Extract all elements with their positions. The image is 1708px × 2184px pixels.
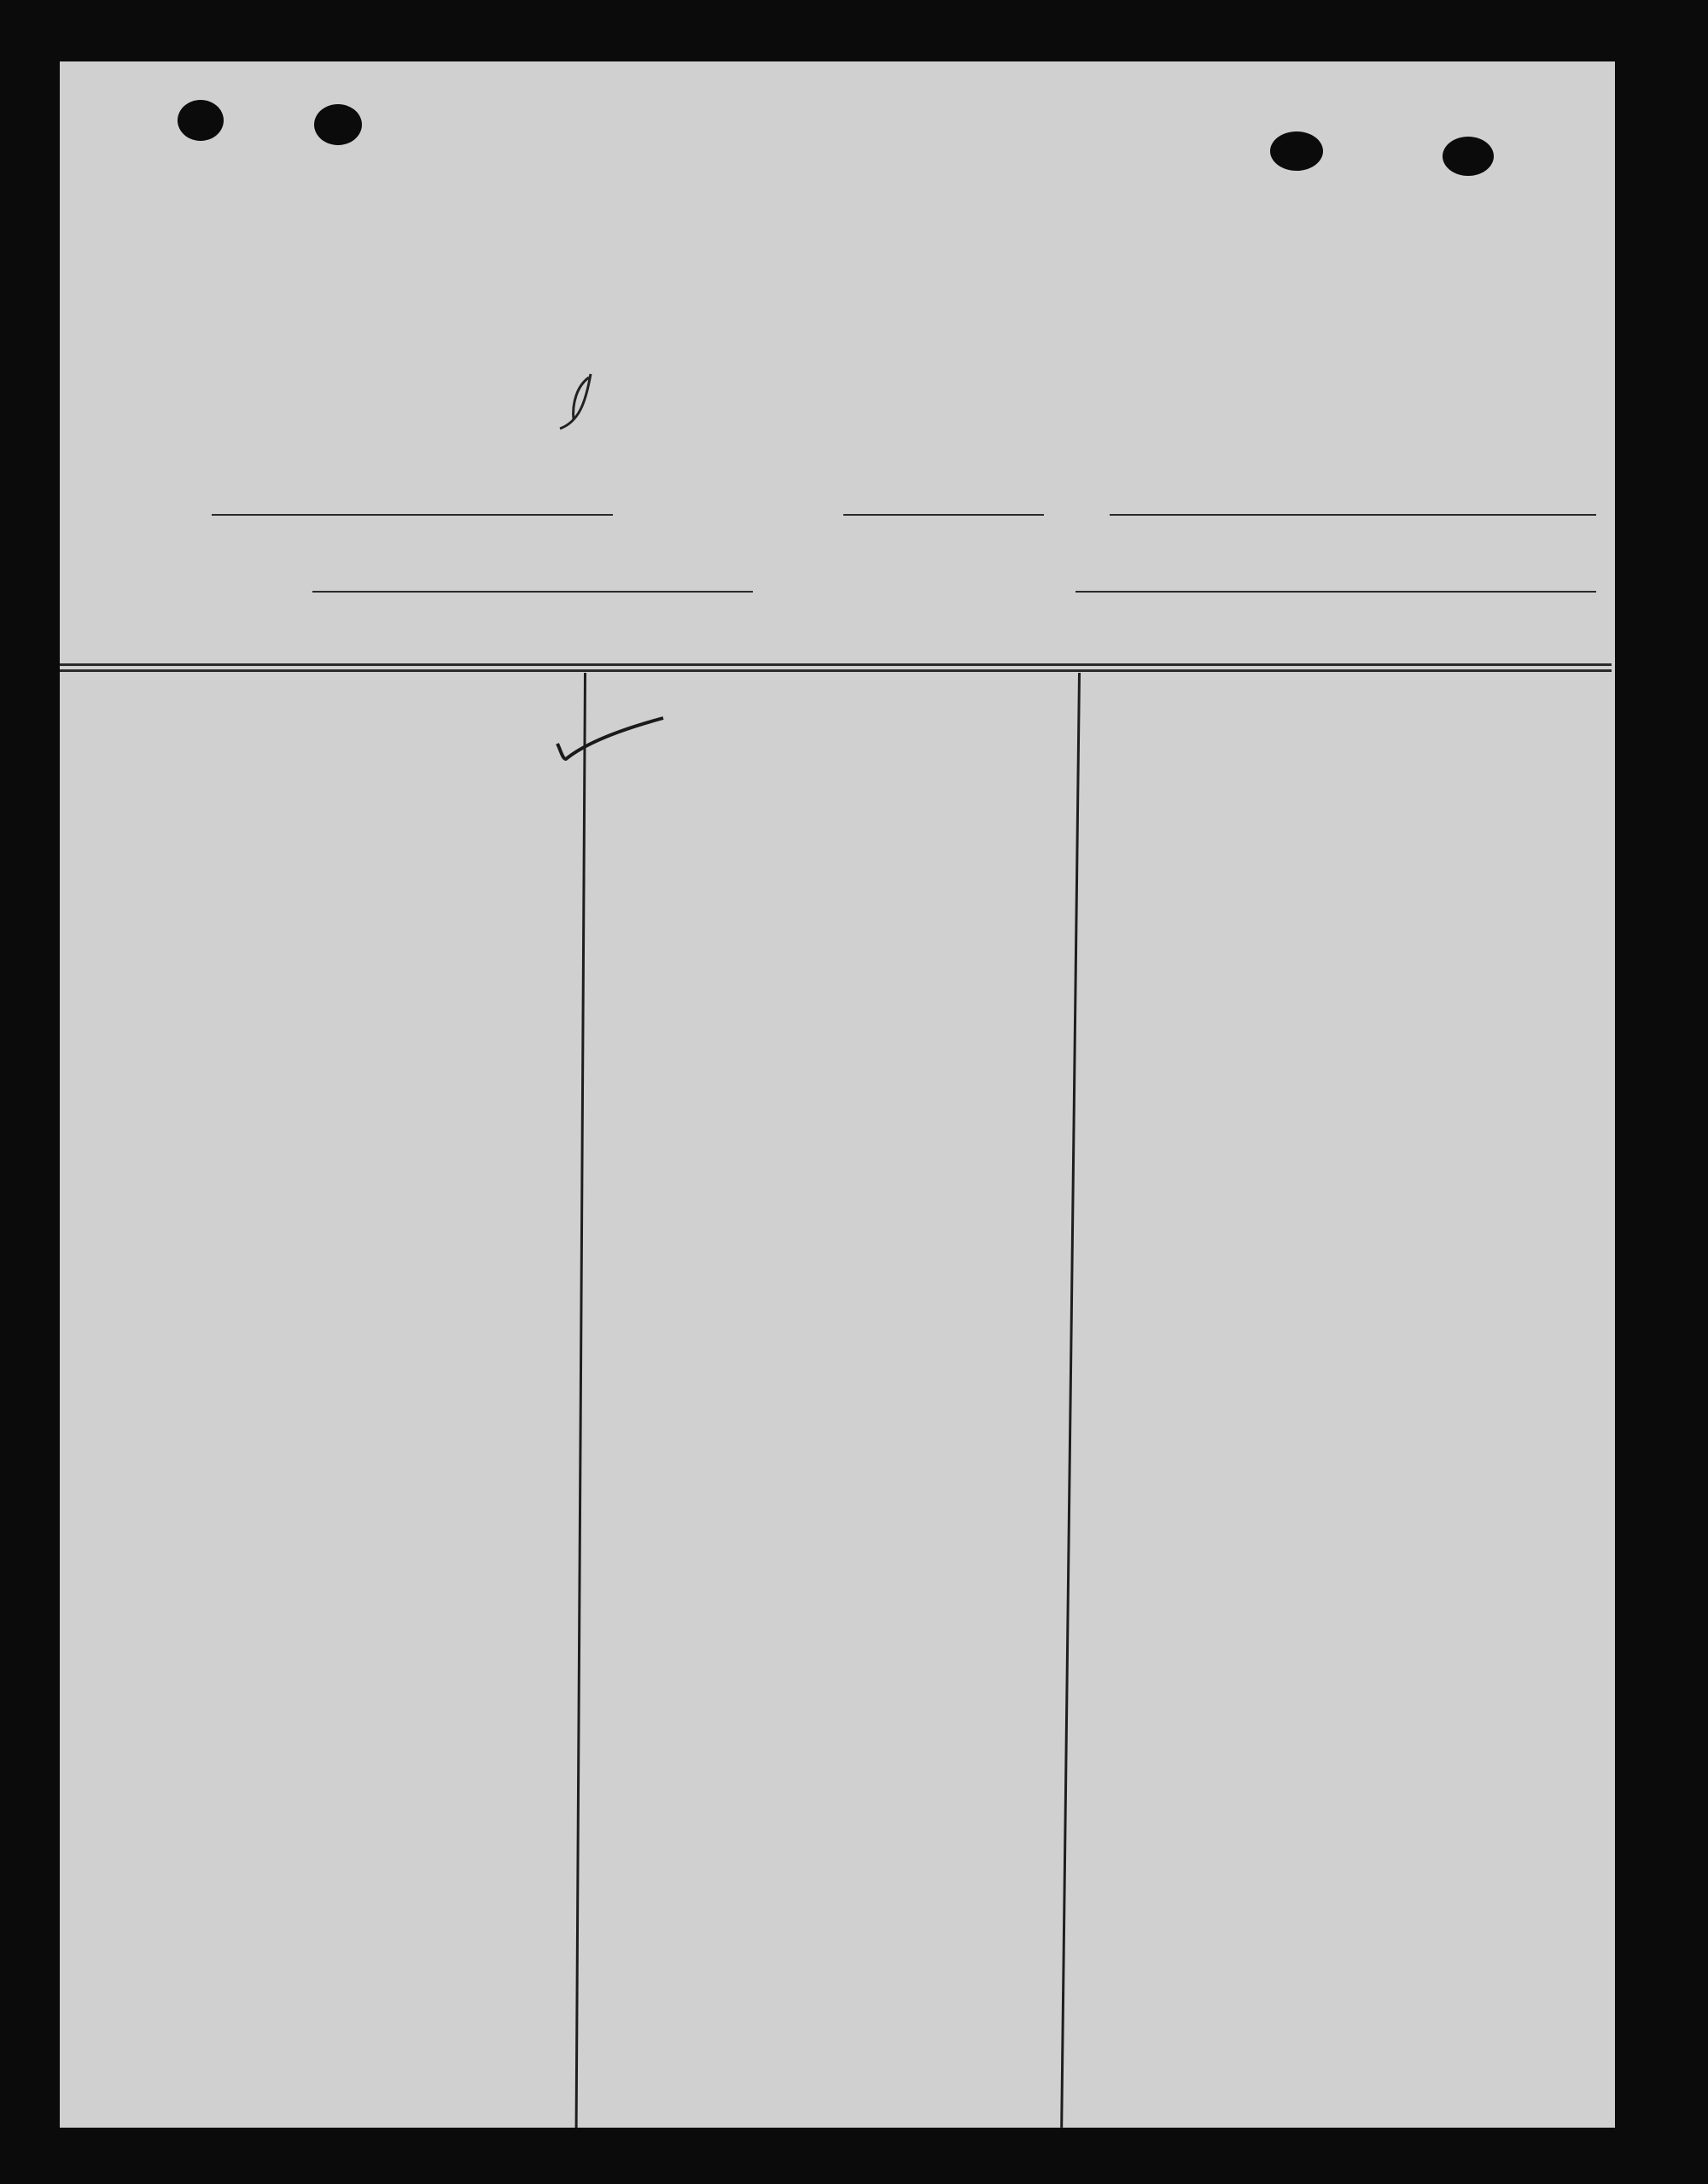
punch-hole (314, 104, 362, 145)
handwritten-mark (538, 369, 606, 437)
aircraft-underline (212, 514, 613, 516)
flight-underline (843, 514, 1044, 516)
column-divider (575, 673, 586, 2128)
table-top-rule (60, 669, 1612, 672)
punch-hole (1270, 131, 1323, 171)
punch-hole (1443, 137, 1494, 176)
table-top-rule (60, 663, 1612, 666)
disembarkation-underline (1076, 591, 1596, 593)
column-divider (1060, 673, 1081, 2128)
manifest-sheet (60, 61, 1615, 2128)
check-mark (551, 715, 670, 766)
date-underline (1110, 514, 1596, 516)
embarkation-underline (312, 591, 753, 593)
punch-hole (178, 100, 224, 141)
